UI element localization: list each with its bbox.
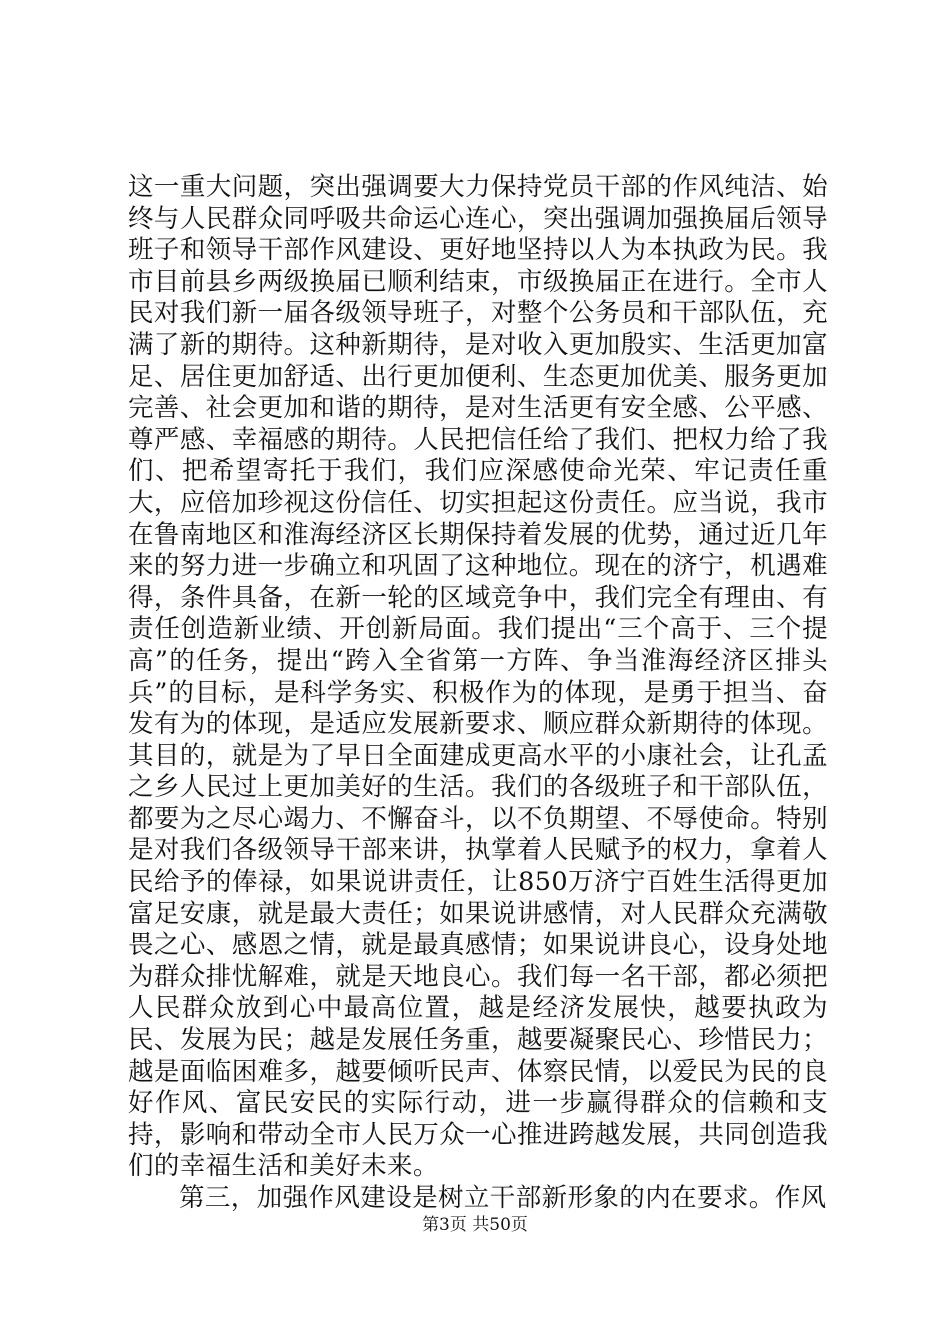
paragraph-third-point: 第三，加强作风建设是树立干部新形象的内在要求。作风: [179, 1183, 827, 1213]
paragraph-continuation: 这一重大问题，突出强调要大力保持党员干部的作风纯洁、始终与人民群众同呼吸共命运心连心，突出强调加强换届后领导班子和领导干部作风建设、更好地坚持以人为本执政为民。我市目前县乡两级换届已顺利结束，市级换届正在进行。全市人民对我们新一届各级领导班子，对整个公务员和干部队伍，充满了新的期待。这种新期待，是对收入更加殷实、生活更加富足、居住更加舒适、出行更加便利、生态更加优美、服务更加完善、社会更加和谐的期待，是对生活更有安全感、公平感、尊严感、幸福感的期待。人民把信任给了我们、把权力给了我们、把希望寄托于我们，我们应深感使命光荣、牢记责任重大，应倍加珍视这份信任、切实担起这份责任。应当说，我市在鲁南地区和淮海经济区长期保持着发展的优势，通过近几年来的努力进一步确立和巩固了这种地位。现在的济宁，机遇难得，条件具备，在新一轮的区域竞争中，我们完全有理由、有责任创造新业绩、开创新局面。我们提出“三个高于、三个提高”的任务，提出“跨入全省第一方阵、争当淮海经济区排头兵”的目标，是科学务实、积极作为的体现，是勇于担当、奋发有为的体现，是适应发展新要求、顺应群众新期待的体现。其目的，就是为了早日全面建成更高水平的小康社会，让孔孟之乡人民过上更加美好的生活。我们的各级班子和干部队伍，都要为之尽心竭力、不懈奋斗，以不负期望、不辱使命。特别是对我们各级领导干部来讲，执掌着人民赋予的权力，拿着人民给予的俸禄，如果说讲责任，让850万济宁百姓生活得更加富足安康，就是最大责任；如果说讲感情，对人民群众充满敬畏之心、感恩之情，就是最真感情；如果说讲良心，设身处地为群众排忧解难，就是天地良心。我们每一名干部，都必须把人民群众放到心中最高位置，越是经济发展快，越要执政为民、发展为民；越是发展任务重，越要凝聚民心、珍惜民力；越是面临困难多，越要倾听民声、体察民情，以爱民为民的良好作风、富民安民的实际行动，进一步赢得群众的信赖和支持，影响和带动全市人民万众一心推进跨越发展，共同创造我们的幸福生活和美好未来。: [128, 172, 828, 1182]
page-number-footer: 第3页 共50页: [422, 1215, 528, 1235]
document-body: [128, 172, 828, 1215]
